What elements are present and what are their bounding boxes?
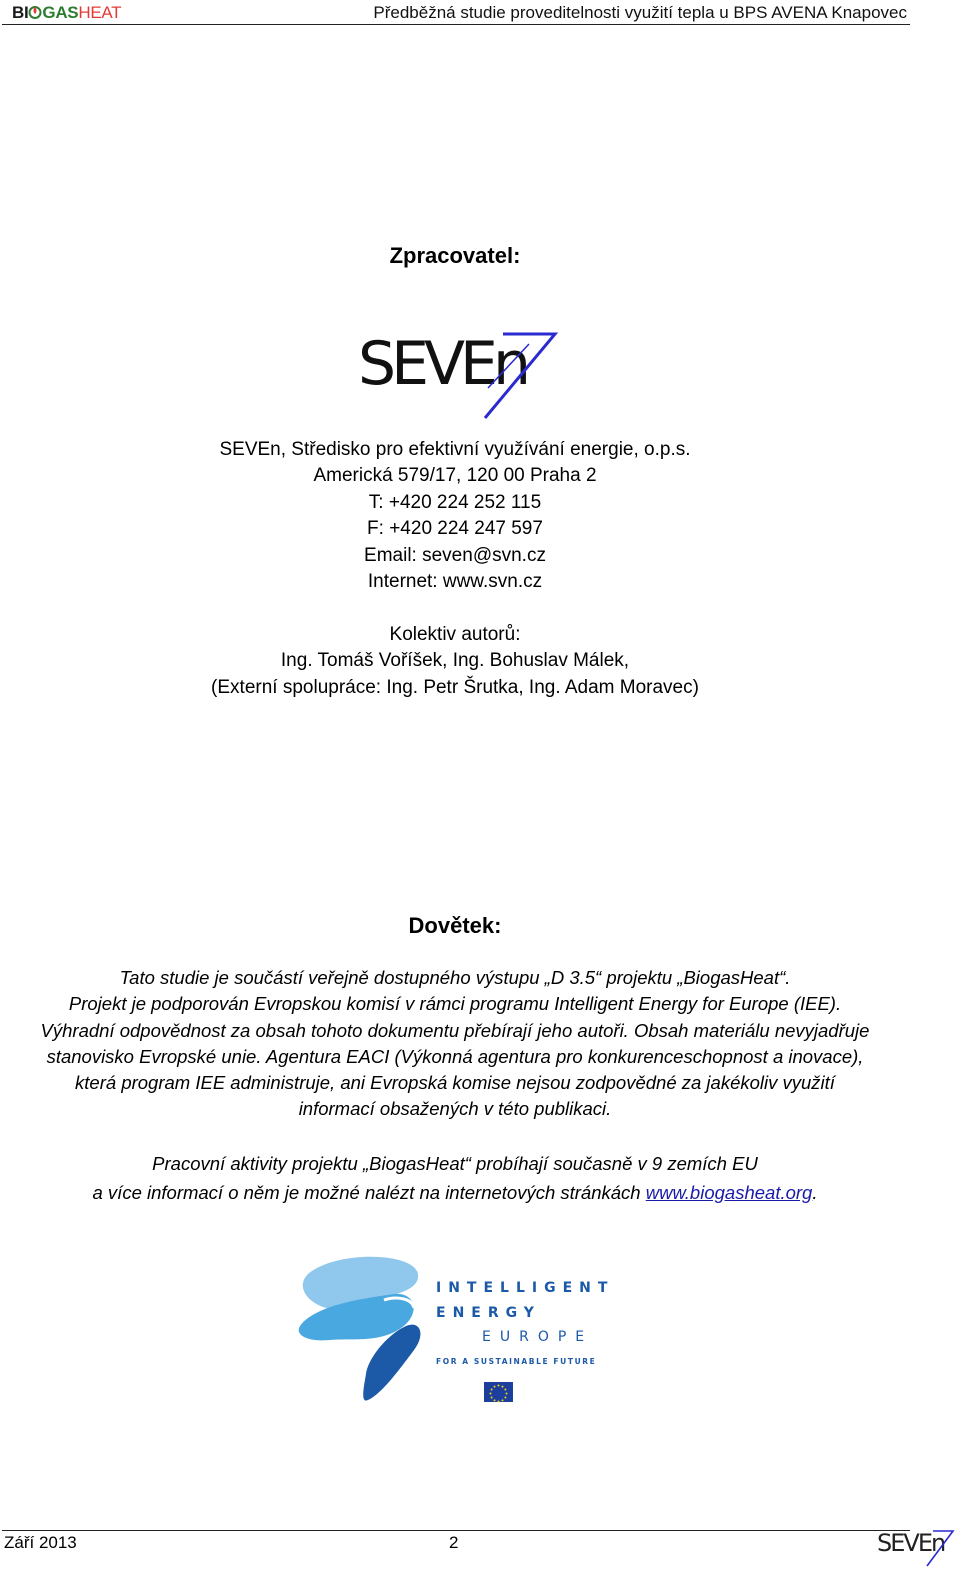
- disclaimer-line-5: která program IEE administruje, ani Evropská komise nejsou zodpovědné za jakékoliv využití: [75, 1072, 835, 1094]
- disclaimer-line-1: Tato studie je součástí veřejně dostupného výstupu „D 3.5“ projektu „BiogasHeat“.: [119, 967, 791, 988]
- footer-seven-logo: [875, 1526, 955, 1568]
- disclaimer-line-4: stanovisko Evropské unie. Agentura EACI (Výkonná agentura pro konkurenceschopnost a inovace),: [46, 1045, 864, 1067]
- intelligent-energy-europe-logo: [296, 1254, 615, 1406]
- page-number: 2: [449, 1533, 459, 1552]
- header-divider: [2, 24, 910, 25]
- biogasheat-link[interactable]: www.biogasheat.org: [645, 1181, 813, 1203]
- footer-date: Září 2013: [4, 1533, 77, 1552]
- svg-text:SEVEn: SEVEn: [358, 329, 526, 399]
- biogasheat-logo: [12, 3, 121, 23]
- iee-line-3: EUROPE: [482, 1329, 594, 1345]
- processor-heading: Zpracovatel:: [389, 243, 521, 268]
- disclaimer-text: [0, 965, 910, 1123]
- activity-line-1: Pracovní aktivity projektu „BiogasHeat“ probíhají současně v 9 zemích EU: [152, 1153, 758, 1174]
- addendum-section: [0, 913, 910, 939]
- org-name: SEVEn, Středisko pro efektivní využívání energie, o.p.s.: [219, 439, 691, 460]
- org-address: [0, 437, 910, 595]
- authors-line-2: (Externí spolupráce: Ing. Petr Šrutka, Ing. Adam Moravec): [211, 676, 699, 698]
- activity-text: [0, 1150, 910, 1207]
- authors-block: [0, 622, 910, 701]
- activity-line-2: [0, 1179, 910, 1208]
- disclaimer-line-6: informací obsažených v této publikaci.: [298, 1098, 612, 1120]
- org-phone: T: +420 224 252 115: [368, 491, 542, 513]
- footer-divider: [2, 1530, 910, 1531]
- iee-line-1: INTELLIGENT: [436, 1280, 615, 1296]
- org-street: Americká 579/17, 120 00 Praha 2: [313, 465, 597, 487]
- authors-label: Kolektiv autorů:: [389, 624, 521, 645]
- iee-line-2: ENERGY: [436, 1305, 541, 1321]
- seven-logo: [355, 326, 565, 420]
- addendum-heading: Dovětek:: [408, 913, 502, 938]
- activity-line-2-prefix: a více informací o něm je možné nalézt na internetových stránkách: [92, 1181, 646, 1203]
- org-email: Email: seven@svn.cz: [364, 544, 546, 566]
- activity-line-2-suffix: .: [812, 1181, 818, 1203]
- org-fax: F: +420 224 247 597: [367, 518, 543, 540]
- disclaimer-line-2: Projekt je podporován Evropskou komisí v rámci programu Intelligent Energy for Europe (IEE).: [68, 993, 842, 1015]
- authors-line-1: Ing. Tomáš Voříšek, Ing. Bohuslav Málek,: [280, 650, 630, 672]
- header-title: Předběžná studie proveditelnosti využití tepla u BPS AVENA Knapovec: [373, 3, 907, 22]
- iee-tagline: FOR A SUSTAINABLE FUTURE: [436, 1357, 597, 1366]
- svg-text:SEVEn: SEVEn: [877, 1529, 945, 1557]
- logo-gas: GAS: [42, 3, 79, 22]
- logo-bi: BI: [12, 3, 29, 22]
- org-internet: Internet: www.svn.cz: [367, 571, 543, 593]
- disclaimer-line-3: Výhradní odpovědnost za obsah tohoto dokumentu přebírají jeho autoři. Obsah materiálu nevyjadřuje: [40, 1019, 870, 1041]
- leaf-o-icon: [28, 5, 42, 19]
- logo-heat: HEAT: [78, 3, 122, 22]
- processor-section: [0, 243, 910, 269]
